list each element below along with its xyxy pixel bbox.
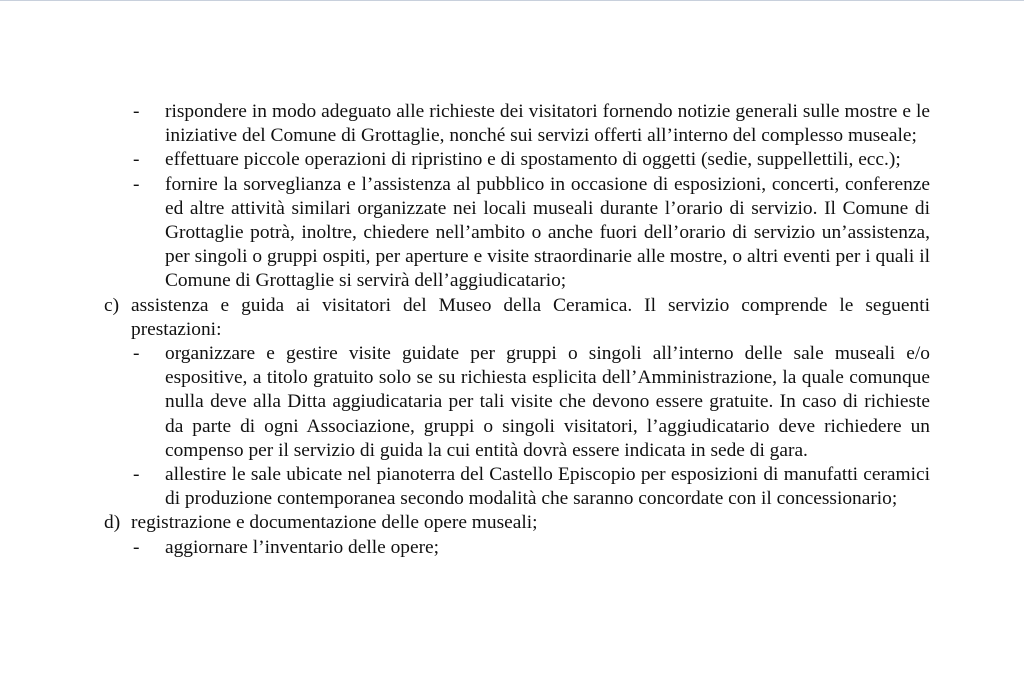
list-item [104, 173, 930, 294]
lettered-item-text: assistenza e guida ai visitatori del Museo della Ceramica. Il servizio comprende le seguenti prestazioni: [131, 294, 930, 340]
dash-marker: - [133, 536, 140, 558]
letter-marker: c) [104, 294, 120, 316]
document-body [104, 100, 930, 560]
lettered-item-d [104, 511, 930, 535]
list-item [104, 536, 930, 560]
dash-marker: - [133, 149, 140, 171]
list-item-text: organizzare e gestire visite guidate per gruppi o singoli all’interno delle sale museali e/o espositive, a titolo gratuito solo se su richiesta esplicita dell’Amministrazione, la quale comunque nulla deve alla Ditta aggiudicataria per tali visite che devono essere gratuite. In caso di richieste da parte di ogni Associazione, gruppi o singoli visitatori, l’aggiudicatario deve richiedere un compenso per il servizio di guida la cui entità dovrà essere indicata in sede di gara. [165, 343, 930, 461]
list-item [104, 342, 930, 463]
list-item-text: effettuare piccole operazioni di ripristino e di spostamento di oggetti (sedie, suppellettili, ecc.); [165, 149, 901, 171]
list-item-text: allestire le sale ubicate nel pianoterra del Castello Episcopio per esposizioni di manufatti ceramici di produzione contemporanea secondo modalità che saranno concordate con il concessionario; [165, 464, 930, 510]
lettered-item-text: registrazione e documentazione delle opere museali; [131, 512, 538, 534]
letter-marker: d) [104, 512, 121, 534]
list-item [104, 463, 930, 511]
dash-marker: - [133, 464, 140, 486]
list-item [104, 148, 930, 172]
dash-marker: - [133, 173, 140, 195]
dash-marker: - [133, 101, 140, 122]
lettered-item-c [104, 294, 930, 342]
list-item-text: rispondere in modo adeguato alle richieste dei visitatori fornendo notizie generali sulle mostre e le iniziative del Comune di Grottaglie, nonché sui servizi offerti all’interno del complesso museale; [165, 101, 930, 147]
dash-marker: - [133, 343, 140, 365]
list-item [104, 100, 930, 148]
list-item-text: fornire la sorveglianza e l’assistenza al pubblico in occasione di esposizioni, concerti, conferenze ed altre attività similari organizzate nei locali museali durante l’orario di servizio. Il Comune di Grottaglie potrà, inoltre, chiedere nell’ambito o anche fuori dell’orario di servizio un’assistenza, per singoli o gruppi ospiti, per aperture e visite straordinarie alle mostre, o altri eventi per i quali il Comune di Grottaglie si servirà dell’aggiudicatario; [165, 173, 930, 292]
list-item-text: aggiornare l’inventario delle opere; [165, 536, 440, 558]
